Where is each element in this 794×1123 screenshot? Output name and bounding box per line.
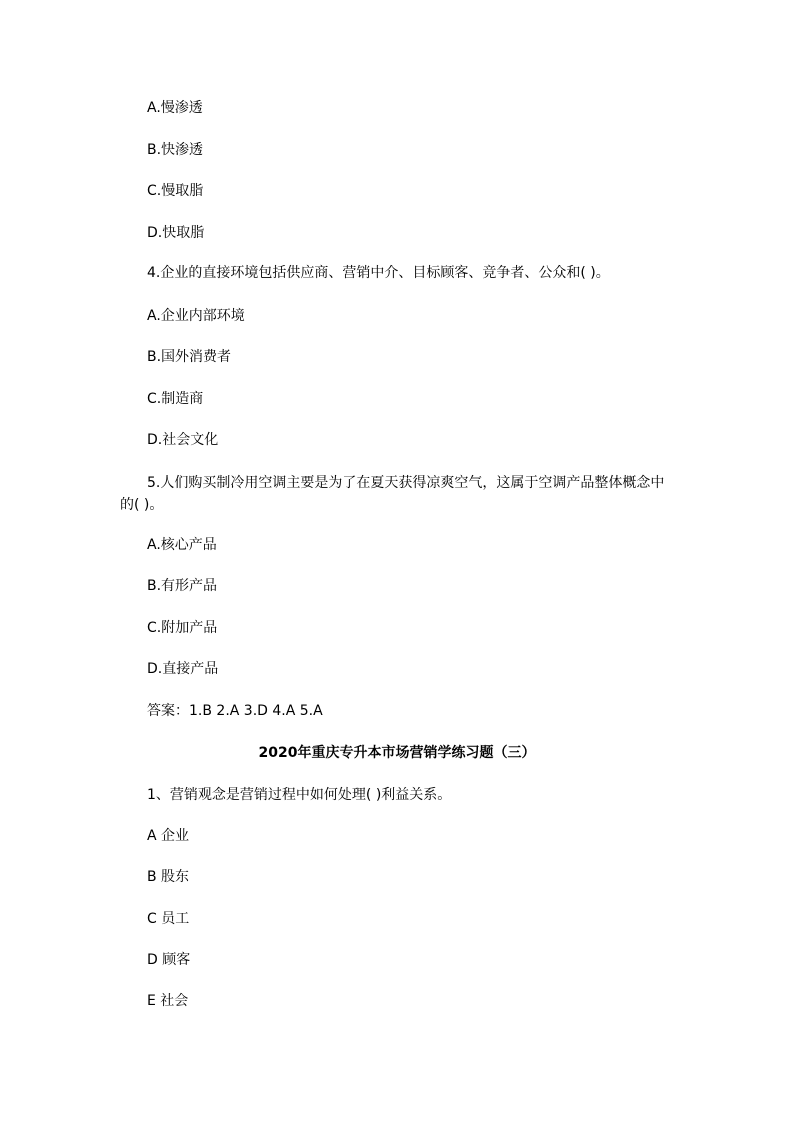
q3-option-c: C.慢取脂: [147, 183, 204, 199]
q3-option-b: B.快渗透: [147, 142, 204, 158]
q3-option-d: D.快取脂: [147, 225, 205, 241]
s2-q1-option-e: E 社会: [147, 993, 189, 1009]
q3-option-a: A.慢渗透: [147, 100, 203, 116]
s2-q1-option-c: C 员工: [147, 911, 190, 927]
q4-option-a: A.企业内部环境: [147, 308, 245, 324]
q5-option-c: C.附加产品: [147, 620, 218, 636]
s2-q1-option-b: B 股东: [147, 869, 190, 885]
s2-q1-option-a: A 企业: [147, 828, 190, 844]
q5-question: 5.人们购买制冷用空调主要是为了在夏天获得凉爽空气，这属于空调产品整体概念中的( )。: [120, 475, 665, 513]
q4-question: 4.企业的直接环境包括供应商、营销中介、目标顾客、竞争者、公众和( )。: [147, 265, 610, 281]
q5-option-b: B.有形产品: [147, 578, 218, 594]
s2-q1-question: 1、营销观念是营销过程中如何处理( )利益关系。: [147, 787, 452, 803]
q5-option-a: A.核心产品: [147, 537, 217, 553]
q4-option-c: C.制造商: [147, 391, 204, 407]
q4-option-b: B.国外消费者: [147, 349, 232, 365]
q5-option-d: D.直接产品: [147, 661, 219, 677]
s2-q1-option-d: D 顾客: [147, 952, 191, 968]
answer-key: 答案：1.B 2.A 3.D 4.A 5.A: [147, 703, 323, 719]
section-title: 2020年重庆专升本市场营销学练习题（三）: [258, 745, 536, 761]
q4-option-d: D.社会文化: [147, 432, 219, 448]
